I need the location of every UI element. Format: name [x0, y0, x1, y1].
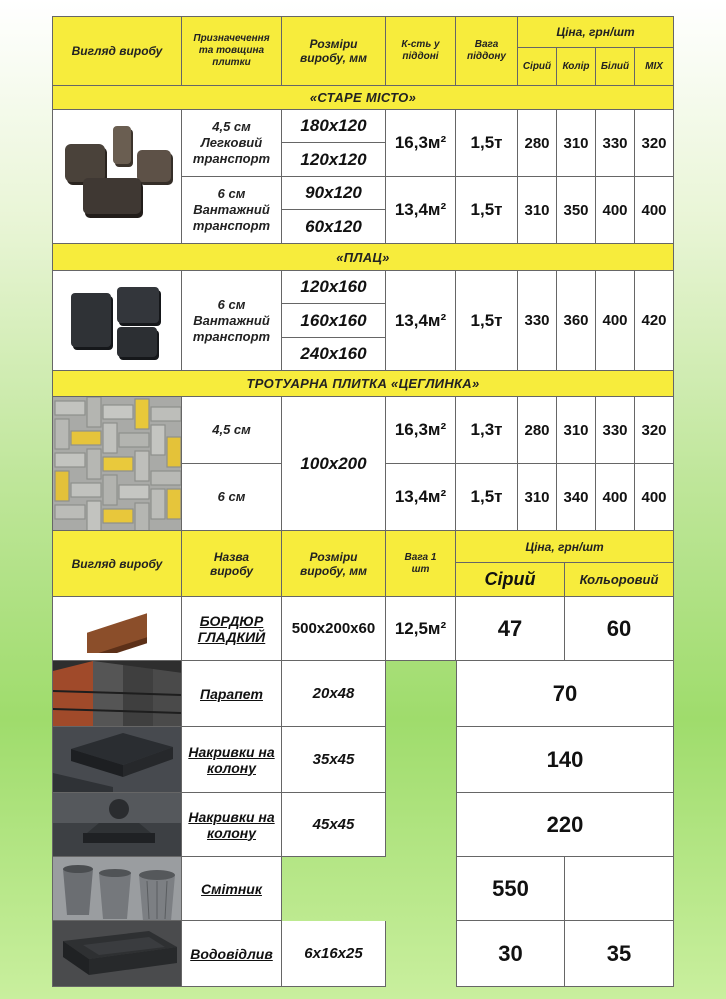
tseglynka-row1-qty — [386, 397, 456, 464]
tseglynka-row1-purpose — [182, 397, 282, 464]
product-size-text: 35х45 — [312, 751, 355, 768]
tseglynka-row1-weight-text: 1,3т — [470, 420, 503, 439]
price-cell — [557, 464, 596, 531]
stare-misto-row1-qty-text: 16,3м² — [394, 133, 447, 152]
price-text: 420 — [641, 312, 667, 329]
stare-misto-size-4 — [282, 210, 386, 244]
header2-grey — [456, 563, 565, 597]
price-text: 310 — [524, 488, 550, 506]
stare-misto-size-2-text: 120х120 — [300, 149, 367, 169]
product-name-text: БОРДЮР ГЛАДКИЙ — [197, 612, 266, 645]
price-text: 310 — [563, 134, 589, 152]
stare-misto-row1-weight-text: 1,5т — [470, 133, 503, 152]
price-text: 330 — [524, 312, 550, 329]
stare-misto-row2-weight-text: 1,5т — [470, 200, 503, 219]
price-text: 320 — [641, 421, 667, 439]
header-price — [518, 16, 674, 48]
plats-size-3 — [282, 338, 386, 371]
product-size-cell — [282, 921, 386, 987]
product-weight-text: 12,5м² — [394, 618, 447, 638]
product-size-text: 45х45 — [312, 816, 355, 833]
price-text: 400 — [602, 488, 628, 506]
header-mix-text: MIX — [645, 60, 663, 72]
header-price-text: Ціна, грн/шт — [556, 25, 635, 39]
header2-sizes-text: Розміри виробу, мм — [299, 549, 367, 578]
tseglynka-row1-purpose-text: 4,5 см — [212, 422, 251, 437]
price-text: 320 — [641, 134, 667, 152]
header-weight-text: Вага піддону — [467, 39, 506, 62]
price-cell — [518, 271, 557, 371]
price-text: 280 — [524, 421, 550, 439]
stare-misto-size-1-text: 180х120 — [300, 116, 367, 135]
parapet-image — [53, 661, 182, 727]
header-qty-text: К-сть у піддоні — [401, 39, 440, 62]
price-cell — [596, 177, 635, 244]
section-title-stare-misto — [52, 86, 674, 110]
header2-colored-text: Кольоровий — [579, 571, 659, 587]
header2-view — [52, 531, 182, 597]
price-cell — [635, 110, 674, 177]
tseglynka-row2-purpose — [182, 464, 282, 531]
plats-paver-image — [67, 283, 171, 361]
price-cell — [557, 271, 596, 371]
section-title-plats — [52, 244, 674, 271]
price-cell — [557, 110, 596, 177]
header-grey-text: Сірий — [522, 60, 552, 72]
stare-misto-row1-qty — [386, 110, 456, 177]
header2-name-text: Назва виробу — [209, 549, 254, 578]
price-text: 360 — [563, 312, 589, 329]
section-title-tseglynka — [52, 371, 674, 397]
product-price-color — [565, 921, 674, 987]
header2-view-text: Вигляд виробу — [71, 556, 163, 571]
price-cell — [635, 271, 674, 371]
tseglynka-row2-weight — [456, 464, 518, 531]
stare-misto-size-3-text: 90х120 — [305, 183, 362, 202]
stare-misto-row1-weight — [456, 110, 518, 177]
stare-misto-row2-qty-text: 13,4м² — [394, 200, 447, 219]
plats-qty-text: 13,4м² — [394, 310, 447, 330]
header2-price-text: Ціна, грн/шт — [525, 539, 604, 554]
product-price-cell — [456, 661, 674, 727]
plats-purpose-text: 6 см Вантажний транспорт — [192, 296, 271, 344]
product-price-text: 550 — [492, 875, 529, 901]
header-mix — [635, 48, 674, 86]
plats-size-3-text: 240х160 — [300, 344, 367, 363]
product-price-grey-text: 30 — [498, 940, 523, 966]
stare-misto-paver-image — [59, 120, 177, 234]
header-grey — [518, 48, 557, 86]
header2-price — [456, 531, 674, 563]
product-name-cell — [182, 857, 282, 921]
tseglynka-row1-qty-text: 16,3м² — [394, 420, 447, 439]
price-text: 400 — [602, 312, 628, 329]
price-cell — [596, 464, 635, 531]
price-text: 340 — [563, 488, 589, 506]
product-image-cell — [52, 661, 182, 727]
price-cell — [518, 110, 557, 177]
product-size-cell — [282, 793, 386, 857]
product-image-cell — [52, 793, 182, 857]
stare-misto-row2-qty — [386, 177, 456, 244]
product-price-color-text: 60 — [606, 615, 632, 641]
stare-misto-size-2 — [282, 143, 386, 177]
price-text: 400 — [641, 488, 667, 506]
price-cell — [635, 177, 674, 244]
header-weight — [456, 16, 518, 86]
product-image-cell — [52, 727, 182, 793]
price-cell — [635, 397, 674, 464]
product-size-text: 20х48 — [312, 685, 355, 702]
product-name-cell — [182, 727, 282, 793]
curb-image — [81, 603, 157, 653]
product-name-cell — [182, 597, 282, 661]
tseglynka-size — [282, 397, 386, 531]
stare-misto-row1-purpose — [182, 110, 282, 177]
product-price-cell — [456, 727, 674, 793]
product-price-grey — [456, 921, 565, 987]
product-size-text: 500х200х60 — [291, 620, 376, 637]
product-name-text: Накривки на колону — [188, 808, 275, 841]
header-purpose-text: Призначечення та товщина плитки — [193, 33, 270, 68]
water-drain-image — [53, 921, 182, 987]
price-cell — [557, 177, 596, 244]
product-image-cell — [52, 597, 182, 661]
price-cell — [596, 271, 635, 371]
product-price-text: 70 — [552, 680, 578, 706]
product-name-text: Водовідлив — [190, 945, 273, 962]
stare-misto-size-1 — [282, 110, 386, 143]
header-sizes — [282, 16, 386, 86]
product-size-cell — [282, 661, 386, 727]
trash-bin-image — [53, 857, 182, 921]
product-price-color-text: 35 — [606, 940, 632, 966]
product-price-text: 220 — [546, 811, 584, 837]
header-white-text: Білий — [600, 60, 630, 72]
product-image-cell — [52, 921, 182, 987]
price-text: 400 — [602, 201, 628, 219]
product-size-cell — [282, 597, 386, 661]
price-text: 310 — [563, 421, 589, 439]
stare-misto-size-3 — [282, 177, 386, 210]
tseglynka-row2-qty-text: 13,4м² — [394, 487, 447, 506]
header-sizes-text: Розміри виробу, мм — [299, 37, 367, 65]
plats-purpose — [182, 271, 282, 371]
header-color-text: Колір — [562, 60, 590, 72]
header-view-text: Вигляд виробу — [71, 44, 163, 58]
header-qty — [386, 16, 456, 86]
price-cell — [596, 110, 635, 177]
plats-size-1 — [282, 271, 386, 304]
price-text: 350 — [563, 201, 589, 219]
column-cap-image — [53, 727, 182, 793]
price-text: 400 — [641, 201, 667, 219]
tseglynka-row1-weight — [456, 397, 518, 464]
product-price-cell — [456, 857, 565, 921]
plats-size-1-text: 120х160 — [300, 277, 367, 296]
section-title-plats-text: «ПЛАЦ» — [336, 249, 390, 265]
price-text: 330 — [602, 421, 628, 439]
price-cell — [518, 177, 557, 244]
plats-size-2 — [282, 304, 386, 338]
product-name-text: Парапет — [200, 685, 263, 702]
tseglynka-row2-qty — [386, 464, 456, 531]
stare-misto-row2-weight — [456, 177, 518, 244]
product-name-text: Смітник — [201, 880, 262, 897]
header2-sizes — [282, 531, 386, 597]
product-size-text: 6х16х25 — [304, 945, 363, 962]
price-cell — [518, 397, 557, 464]
plats-weight-text: 1,5т — [470, 310, 503, 330]
header-white — [596, 48, 635, 86]
product-price-text: 140 — [546, 746, 584, 772]
price-cell — [557, 397, 596, 464]
header-purpose — [182, 16, 282, 86]
image-cell-stare-misto — [52, 110, 182, 244]
price-text: 330 — [602, 134, 628, 152]
section-title-stare-misto-text: «СТАРЕ МІСТО» — [309, 90, 417, 105]
price-cell — [635, 464, 674, 531]
header-view — [52, 16, 182, 86]
tseglynka-row2-purpose-text: 6 см — [217, 489, 246, 504]
section-title-tseglynka-text: ТРОТУАРНА ПЛИТКА «ЦЕГЛИНКА» — [246, 376, 480, 391]
empty-cell — [565, 857, 674, 921]
product-weight-cell — [386, 597, 456, 661]
image-cell-tseglynka — [52, 397, 182, 531]
header2-colored — [565, 563, 674, 597]
stare-misto-size-4-text: 60х120 — [305, 216, 362, 236]
product-size-cell — [282, 727, 386, 793]
stare-misto-row2-purpose — [182, 177, 282, 244]
product-price-cell — [456, 793, 674, 857]
header2-weight — [386, 531, 456, 597]
product-price-grey — [456, 597, 565, 661]
product-name-cell — [182, 793, 282, 857]
tseglynka-row2-weight-text: 1,5т — [470, 487, 503, 506]
header-color — [557, 48, 596, 86]
price-cell — [596, 397, 635, 464]
header2-weight-text: Вага 1 шт — [404, 551, 437, 575]
product-name-cell — [182, 661, 282, 727]
product-name-cell — [182, 921, 282, 987]
product-price-grey-text: 47 — [497, 615, 523, 641]
stare-misto-row1-purpose-text: 4,5 см Легковий транспорт — [192, 119, 271, 166]
image-cell-plats — [52, 271, 182, 371]
price-text: 310 — [524, 201, 550, 219]
tseglynka-size-text: 100х200 — [300, 453, 367, 473]
product-image-cell — [52, 857, 182, 921]
stare-misto-row2-purpose-text: 6 см Вантажний транспорт — [192, 186, 271, 233]
header2-name — [182, 531, 282, 597]
column-cap-ball-image — [53, 793, 182, 857]
plats-weight — [456, 271, 518, 371]
plats-qty — [386, 271, 456, 371]
plats-size-2-text: 160х160 — [300, 310, 367, 330]
product-name-text: Накривки на колону — [188, 743, 275, 776]
product-price-color — [565, 597, 674, 661]
tseglynka-paving-image — [53, 397, 182, 531]
price-cell — [518, 464, 557, 531]
price-text: 280 — [524, 134, 550, 152]
header2-grey-text: Сірий — [484, 569, 536, 589]
